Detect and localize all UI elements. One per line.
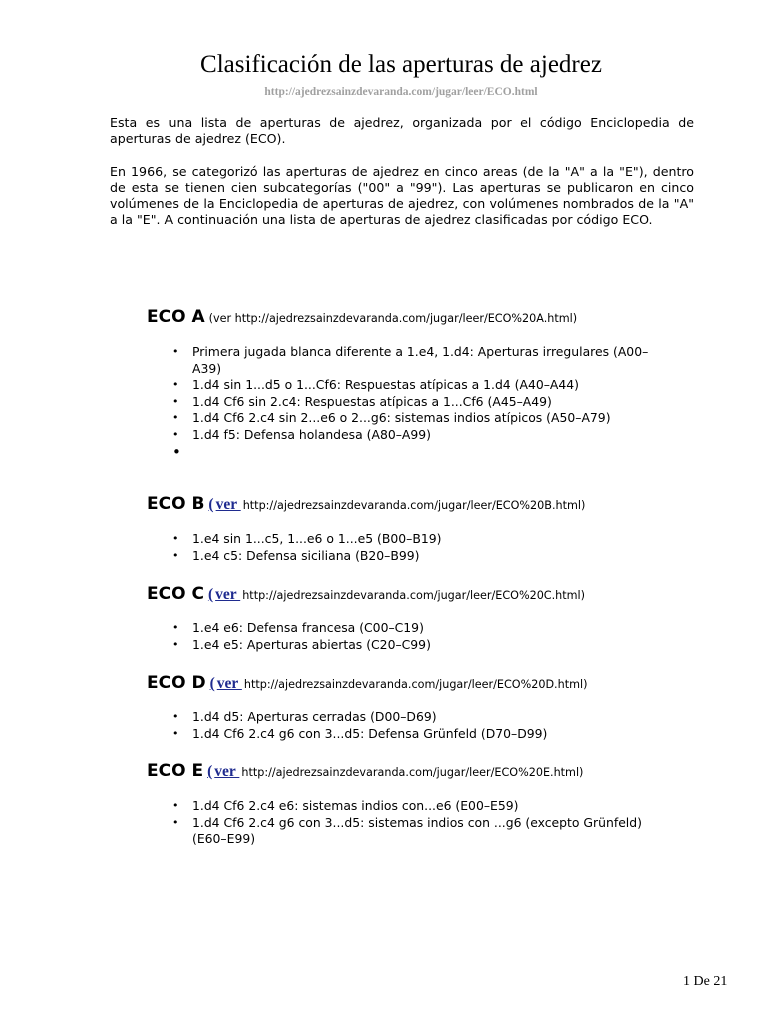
see-open-paren[interactable]: ( — [208, 496, 214, 513]
list-item: • Primera jugada blanca diferente a 1.e4, 1.d4: Aperturas irregulares (A00–A39) — [192, 344, 652, 377]
section-label: ECO B — [147, 494, 205, 514]
see-link[interactable]: ver — [214, 763, 240, 780]
see-link[interactable]: ver — [215, 586, 241, 603]
section-label: ECO A — [147, 307, 205, 327]
list-item: • 1.d4 sin 1...d5 o 1...Cf6: Respuestas atípicas a 1.d4 (A40–A44) — [192, 377, 652, 394]
list-item: • 1.d4 d5: Aperturas cerradas (D00–D69) — [192, 709, 652, 726]
list-item: • 1.e4 sin 1...c5, 1...e6 o 1...e5 (B00–B19) — [192, 531, 652, 548]
see-open-paren[interactable]: ( — [209, 675, 215, 692]
section-url[interactable]: http://ajedrezsainzdevaranda.com/jugar/leer/ECO%20E.html) — [241, 766, 584, 779]
see-open-paren: ( — [208, 312, 213, 325]
list-item: • 1.d4 Cf6 2.c4 sin 2...e6 o 2...g6: sistemas indios atípicos (A50–A79) — [192, 410, 652, 427]
opening-list-eco-c — [192, 620, 652, 653]
empty-list-item — [192, 444, 652, 461]
section-url[interactable]: http://ajedrezsainzdevaranda.com/jugar/leer/ECO%20C.html) — [242, 589, 586, 602]
opening-list-eco-d — [192, 709, 652, 742]
see-link[interactable]: ver — [213, 312, 235, 325]
section-url[interactable]: http://ajedrezsainzdevaranda.com/jugar/leer/ECO%20A.html) — [234, 312, 578, 325]
section-heading-eco-b — [147, 494, 585, 516]
list-item: • 1.d4 Cf6 2.c4 e6: sistemas indios con...e6 (E00–E59) — [192, 798, 652, 815]
see-link[interactable]: ver — [216, 675, 242, 692]
opening-list-eco-a — [192, 344, 652, 460]
section-url[interactable]: http://ajedrezsainzdevaranda.com/jugar/leer/ECO%20B.html) — [242, 499, 586, 512]
section-label: ECO D — [147, 673, 206, 693]
list-item: • 1.d4 Cf6 sin 2.c4: Respuestas atípicas a 1...Cf6 (A45–A49) — [192, 394, 652, 411]
section-heading-eco-e — [147, 761, 583, 783]
source-url[interactable]: http://ajedrezsainzdevaranda.com/jugar/leer/ECO.html — [264, 86, 538, 98]
opening-list-eco-e — [192, 798, 652, 848]
list-item: • 1.e4 e6: Defensa francesa (C00–C19) — [192, 620, 652, 637]
list-item: • 1.d4 Cf6 2.c4 g6 con 3...d5: sistemas indios con ...g6 (excepto Grünfeld) (E60–E99) — [192, 815, 652, 848]
see-open-paren[interactable]: ( — [207, 586, 214, 603]
list-item: • 1.e4 c5: Defensa siciliana (B20–B99) — [192, 548, 652, 565]
list-item: • 1.e4 e5: Aperturas abiertas (C20–C99) — [192, 637, 652, 654]
page-number: 1 De 21 — [683, 974, 728, 989]
section-url[interactable]: http://ajedrezsainzdevaranda.com/jugar/leer/ECO%20D.html) — [243, 678, 588, 691]
section-heading-eco-d — [147, 673, 587, 695]
list-item: • 1.d4 f5: Defensa holandesa (A80–A99) — [192, 427, 652, 444]
section-label: ECO C — [147, 584, 204, 604]
intro-paragraph-1: Esta es una lista de aperturas de ajedrez, organizada por el código Enciclopedia de aperturas de ajedrez (ECO). — [110, 115, 694, 146]
section-heading-eco-c — [147, 584, 585, 606]
see-link[interactable]: ver — [215, 496, 241, 513]
see-open-paren[interactable]: ( — [207, 763, 213, 780]
opening-list-eco-b — [192, 531, 652, 564]
list-item: • 1.d4 Cf6 2.c4 g6 con 3...d5: Defensa Grünfeld (D70–D99) — [192, 726, 652, 743]
intro-paragraph-2: En 1966, se categorizó las aperturas de ajedrez en cinco areas (de la "A" a la "E"), dentro de esta se tienen cien subcategorías ("00" a "99"). Las aperturas se publicaron en cinco volúmenes de la Enciclopedia de aperturas de ajedrez, con volúmenes nombrados de la "A" a la "E". A continuación una lista de aperturas de ajedrez clasificadas por código ECO. — [110, 164, 694, 227]
section-heading-eco-a — [147, 307, 577, 329]
page-title: Clasificación de las aperturas de ajedrez — [200, 51, 602, 78]
section-label: ECO E — [147, 761, 204, 781]
